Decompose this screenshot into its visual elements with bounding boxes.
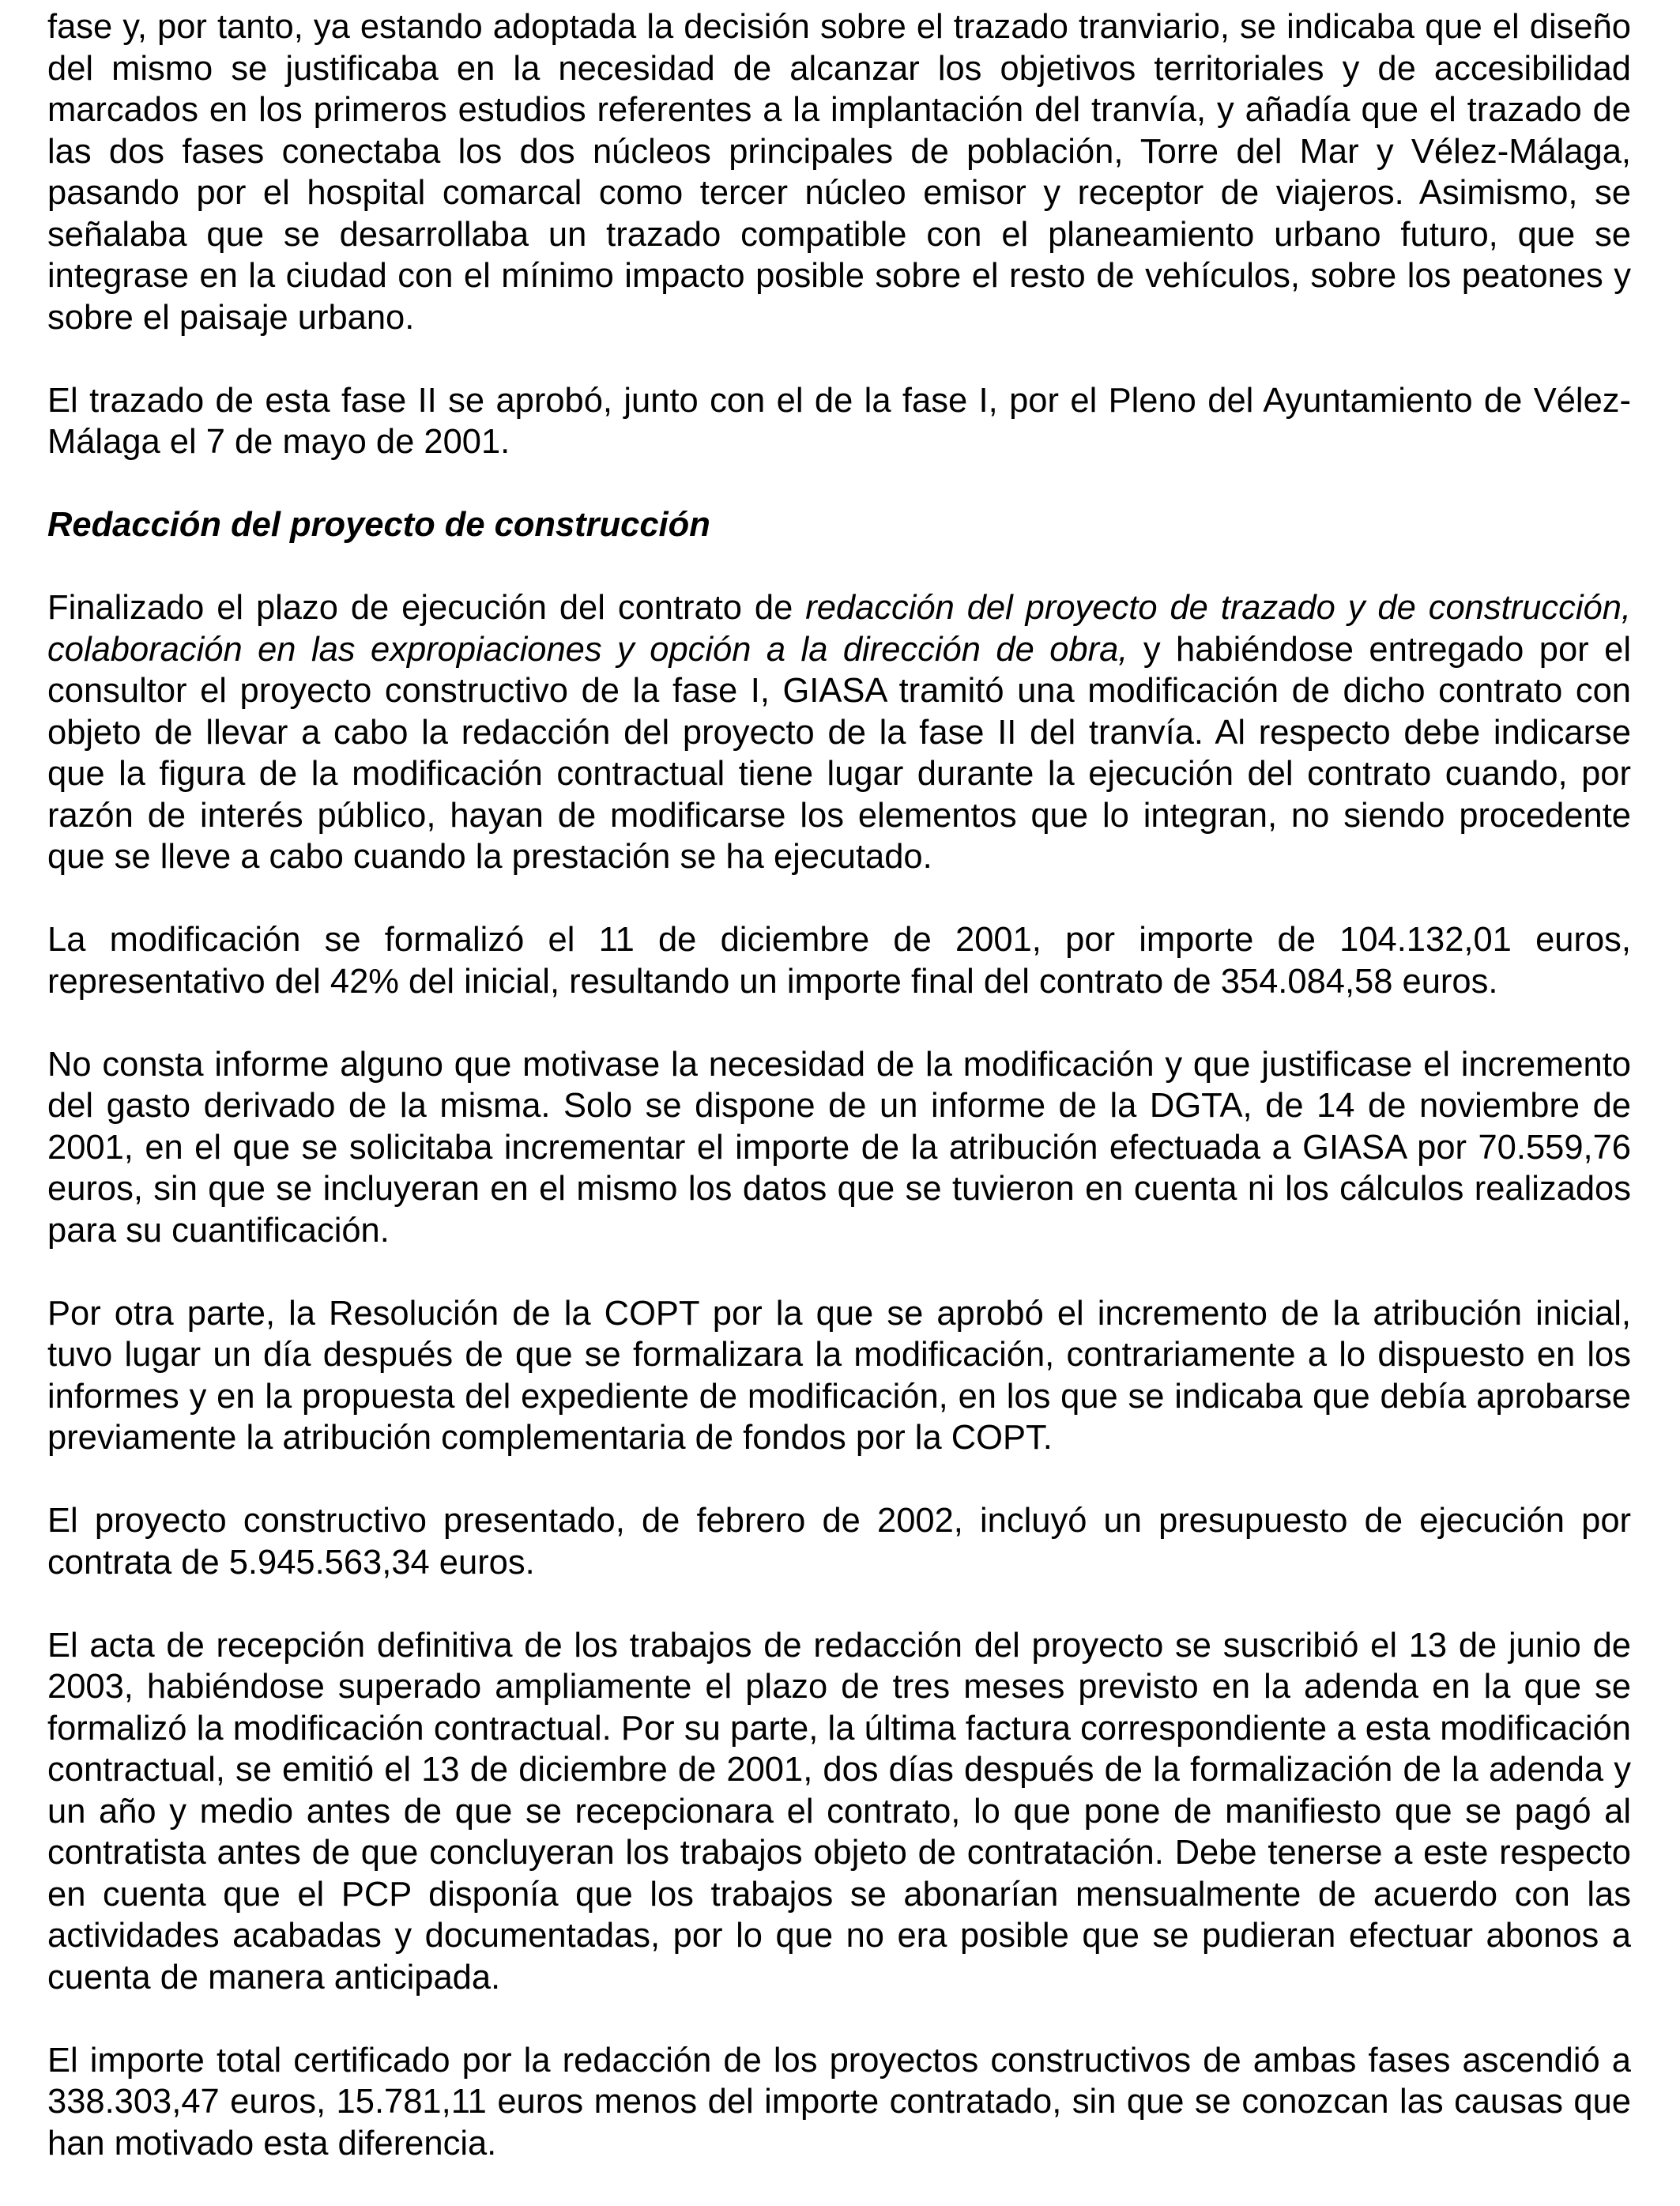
paragraph-modificacion-contrato xyxy=(47,587,1631,878)
paragraph-proyecto-constructivo: El proyecto constructivo presentado, de febrero de 2002, incluyó un presupuesto de ejecución por contrata de 5.945.563,34 euros. xyxy=(47,1502,1631,1582)
paragraph-trazado-justificacion: fase y, por tanto, ya estando adoptada la decisión sobre el trazado tranviario, se indicaba que el diseño del mismo se justificaba en la necesidad de alcanzar los objetivos territoriales y de accesibilidad marcados en los primeros estudios referentes a la implantación del tranvía, y añadía que el trazado de las dos fases conectaba los dos núcleos principales de población, Torre del Mar y Vélez-Málaga, pasando por el hospital comarcal como tercer núcleo emisor y receptor de viajeros. Asimismo, se señalaba que se desarrollaba un trazado compatible con el planeamiento urbano futuro, que se integrase en la ciudad con el mínimo impacto posible sobre el resto de vehículos, sobre los peatones y sobre el paisaje urbano. xyxy=(47,8,1631,337)
paragraph-aprobacion-trazado: El trazado de esta fase II se aprobó, junto con el de la fase I, por el Pleno del Ayuntamiento de Vélez-Málaga el 7 de mayo de 2001. xyxy=(47,381,1631,461)
paragraph-resolucion-copt: Por otra parte, la Resolución de la COPT por la que se aprobó el incremento de la atribución inicial, tuvo lugar un día después de que se formalizara la modificación, contrariamente a lo dispuesto en los informes y en la propuesta del expediente de modificación, en los que se indicaba que debía aprobarse previamente la atribución complementaria de fondos por la COPT. xyxy=(47,1294,1631,1457)
paragraph-informe-dgta: No consta informe alguno que motivase la necesidad de la modificación y que justificase el incremento del gasto derivado de la misma. Solo se dispone de un informe de la DGTA, de 14 de noviembre de 2001, en el que se solicitaba incrementar el importe de la atribución efectuada a GIASA por 70.559,76 euros, sin que se incluyeran en el mismo los datos que se tuvieron en cuenta ni los cálculos realizados para su cuantificación. xyxy=(47,1045,1631,1250)
paragraph-text-before: Finalizado el plazo de ejecución del contrato de xyxy=(47,589,806,627)
paragraph-acta-recepcion: El acta de recepción definitiva de los trabajos de redacción del proyecto se suscribió el 13 de junio de 2003, habiéndose superado ampliamente el plazo de tres meses previsto en la adenda en la que se formalizó la modificación contractual. Por su parte, la última factura correspondiente a esta modificación contractual, se emitió el 13 de diciembre de 2001, dos días después de la formalización de la adenda y un año y medio antes de que se recepcionara el contrato, lo que pone de manifiesto que se pagó al contratista antes de que concluyeran los trabajos objeto de contratación. Debe tenerse a este respecto en cuenta que el PCP disponía que los trabajos se abonarían mensualmente de acuerdo con las actividades acabadas y documentadas, por lo que no era posible que se pudieran efectuar abonos a cuenta de manera anticipada. xyxy=(47,1626,1631,1997)
paragraph-importe-certificado: El importe total certificado por la redacción de los proyectos constructivos de ambas fases ascendió a 338.303,47 euros, 15.781,11 euros menos del importe contratado, sin que se conozcan las causas que han motivado esta diferencia. xyxy=(47,2041,1631,2163)
contract-title-italic: redacción del proyecto de trazado y de construcción, colaboración en las expropiaciones y opción a la dirección de obra, xyxy=(47,589,1631,669)
paragraph-formalizacion-importe: La modificación se formalizó el 11 de diciembre de 2001, por importe de 104.132,01 euros, representativo del 42% del inicial, resultando un importe final del contrato de 354.084,58 euros. xyxy=(47,921,1631,1001)
section-heading: Redacción del proyecto de construcción xyxy=(47,506,710,544)
document-page xyxy=(47,6,1631,2206)
paragraph-text-after: y habiéndose entregado por el consultor el proyecto constructivo de la fase I, GIASA tramitó una modificación de dicho contrato con objeto de llevar a cabo la redacción del proyecto de la fase II del tranvía. Al respecto debe indicarse que la figura de la modificación contractual tiene lugar durante la ejecución del contrato cuando, por razón de interés público, hayan de modificarse los elementos que lo integran, no siendo procedente que se lleve a cabo cuando la prestación se ha ejecutado. xyxy=(47,630,1631,876)
